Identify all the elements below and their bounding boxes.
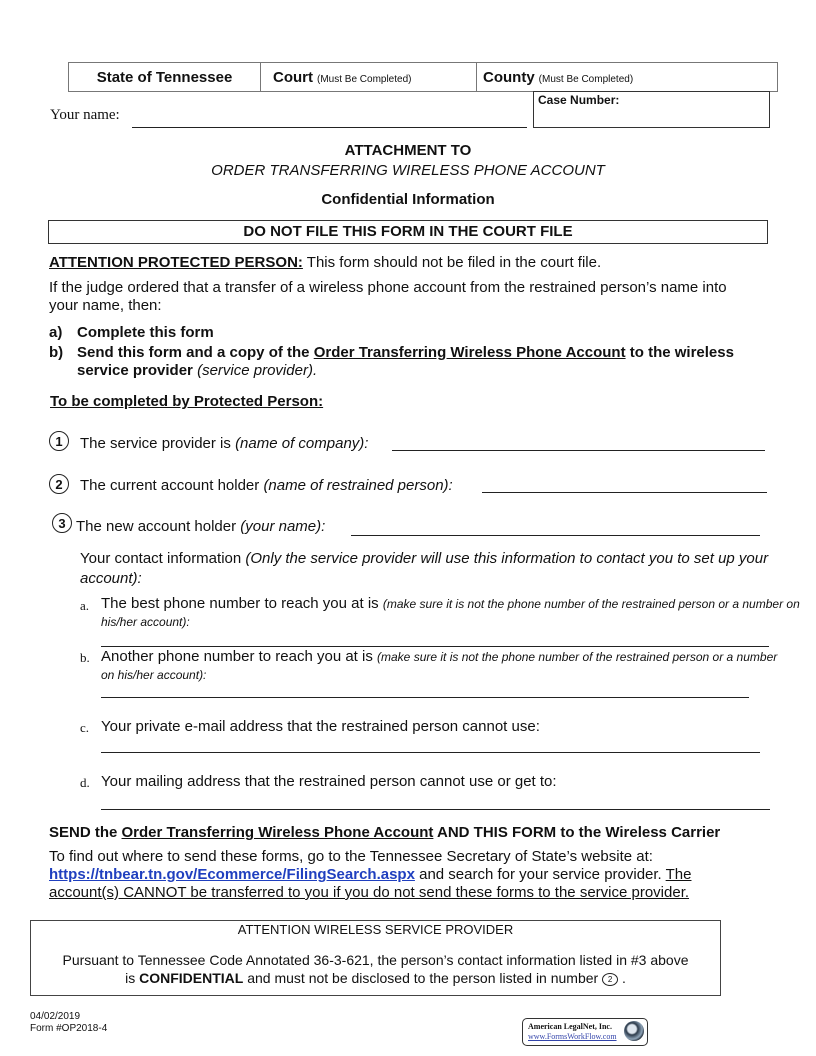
state-cell xyxy=(69,63,261,91)
step-b-order-ref: Order Transferring Wireless Phone Account xyxy=(313,344,626,361)
send-heading-order: Order Transferring Wireless Phone Account xyxy=(121,824,434,841)
contact-d-label: Your mailing address that the restrained person cannot use or get to: xyxy=(101,773,557,790)
mailing-address-input[interactable] xyxy=(101,809,770,810)
send-warning: account(s) CANNOT be transferred to you if you do not send these forms to the service provider. xyxy=(49,884,690,901)
send-warning-start: The xyxy=(665,866,692,883)
attention-label: ATTENTION PROTECTED PERSON: xyxy=(49,254,303,271)
contact-a-hint: (make sure it is not the phone number of the restrained person or a number on his/her account): xyxy=(101,597,800,629)
number-3-badge: 3 xyxy=(52,513,72,533)
court-header-table xyxy=(68,62,778,92)
attention-line xyxy=(49,254,601,272)
contact-hint: (Only the service provider will use this information to contact you to set up your account): xyxy=(80,550,769,587)
send-heading-pre: SEND the xyxy=(49,824,122,841)
step-b-italic: (service provider). xyxy=(197,362,318,379)
state-label: State of Tennessee xyxy=(96,68,233,86)
provider-line2-end: . xyxy=(618,970,626,986)
field-2-text: The current account holder xyxy=(80,477,264,494)
logo-company: American LegalNet, Inc. xyxy=(528,1022,612,1031)
contact-a-text: The best phone number to reach you at is xyxy=(101,595,383,612)
contact-b-marker: b. xyxy=(80,650,90,665)
section-heading: To be completed by Protected Person: xyxy=(50,393,324,410)
do-not-file-banner: DO NOT FILE THIS FORM IN THE COURT FILE xyxy=(48,220,768,244)
county-cell[interactable] xyxy=(477,63,777,91)
logo-globe-icon xyxy=(624,1021,644,1041)
send-heading xyxy=(49,824,720,842)
contact-c-marker: c. xyxy=(80,720,90,735)
filing-search-link[interactable]: https://tnbear.tn.gov/Ecommerce/FilingSearch.aspx xyxy=(49,866,415,883)
send-heading-post: AND THIS FORM to the Wireless Carrier xyxy=(433,824,721,841)
service-provider-input[interactable] xyxy=(392,450,765,451)
number-2-badge: 2 xyxy=(49,474,69,494)
form-number: Form #OP2018-4 xyxy=(30,1023,108,1034)
attention-text: This form should not be filed in the court file. xyxy=(302,254,602,271)
county-note: (Must Be Completed) xyxy=(538,73,634,85)
field-2-hint: (name of restrained person): xyxy=(263,477,453,494)
contact-d-marker: d. xyxy=(80,775,90,790)
field-3-hint: (your name): xyxy=(240,518,326,535)
contact-label: Your contact information xyxy=(80,550,246,567)
american-legalnet-logo[interactable] xyxy=(522,1018,648,1046)
current-account-holder-input[interactable] xyxy=(482,492,767,493)
best-phone-input[interactable] xyxy=(101,646,769,647)
county-label: County xyxy=(483,68,535,86)
field-3-label xyxy=(76,518,325,536)
new-account-holder-input[interactable] xyxy=(351,535,760,536)
provider-notice-title: ATTENTION WIRELESS SERVICE PROVIDER xyxy=(237,922,514,937)
field-3-text: The new account holder xyxy=(76,518,241,535)
send-line-2-text: and search for your service provider. xyxy=(414,866,666,883)
step-b-marker: b) xyxy=(49,344,64,361)
title-attachment: ATTACHMENT TO xyxy=(344,142,472,159)
title-confidential: Confidential Information xyxy=(321,191,495,208)
intro-paragraph: If the judge ordered that a transfer of a wireless phone account from the restrained person’s name into your name, then: xyxy=(49,279,727,314)
field-2-label xyxy=(80,477,453,495)
provider-notice-box xyxy=(30,920,721,996)
court-note: (Must Be Completed) xyxy=(317,73,412,85)
contact-b-text: Another phone number to reach you at is xyxy=(101,648,378,665)
provider-line2-pre: is xyxy=(125,970,140,986)
send-line-1: To find out where to send these forms, go to the Tennessee Secretary of State’s website at: xyxy=(49,848,653,865)
provider-line2-post: and must not be disclosed to the person listed in number xyxy=(243,970,599,986)
step-b-text xyxy=(77,344,757,380)
step-b-pre: Send this form and a copy of the xyxy=(77,344,314,361)
send-line-2 xyxy=(49,866,769,884)
contact-b-label xyxy=(101,648,781,684)
title-order: ORDER TRANSFERRING WIRELESS PHONE ACCOUNT xyxy=(211,162,605,179)
contact-info-intro xyxy=(80,549,770,589)
form-date: 04/02/2019 xyxy=(30,1011,81,1022)
step-a-marker: a) xyxy=(49,324,63,341)
contact-c-label: Your private e-mail address that the restrained person cannot use: xyxy=(101,718,540,735)
confidential-label: CONFIDENTIAL xyxy=(139,970,244,986)
court-cell[interactable] xyxy=(261,63,477,91)
your-name-input[interactable] xyxy=(132,127,527,128)
contact-a-marker: a. xyxy=(80,598,90,613)
step-a-text: Complete this form xyxy=(77,324,214,341)
step-b-post: to the wireless service provider xyxy=(77,344,734,379)
case-number-field[interactable] xyxy=(533,91,770,128)
your-name-label: Your name: xyxy=(50,107,120,123)
contact-b-hint: (make sure it is not the phone number of the restrained person or a number on his/her account): xyxy=(101,650,778,682)
case-number-label: Case Number: xyxy=(538,93,620,107)
number-2-ref-icon: 2 xyxy=(602,973,618,986)
field-1-text: The service provider is xyxy=(80,435,236,452)
provider-notice-line1: Pursuant to Tennessee Code Annotated 36-3-621, the person’s contact information listed in #3 above xyxy=(62,952,689,968)
court-label: Court xyxy=(273,68,313,86)
number-1-badge: 1 xyxy=(49,431,69,451)
logo-url[interactable]: www.FormsWorkFlow.com xyxy=(528,1032,617,1041)
another-phone-input[interactable] xyxy=(101,697,749,698)
contact-a-label xyxy=(101,595,806,631)
provider-notice-line2 xyxy=(31,969,720,987)
field-1-hint: (name of company): xyxy=(235,435,369,452)
email-input[interactable] xyxy=(101,752,760,753)
field-1-label xyxy=(80,435,368,453)
